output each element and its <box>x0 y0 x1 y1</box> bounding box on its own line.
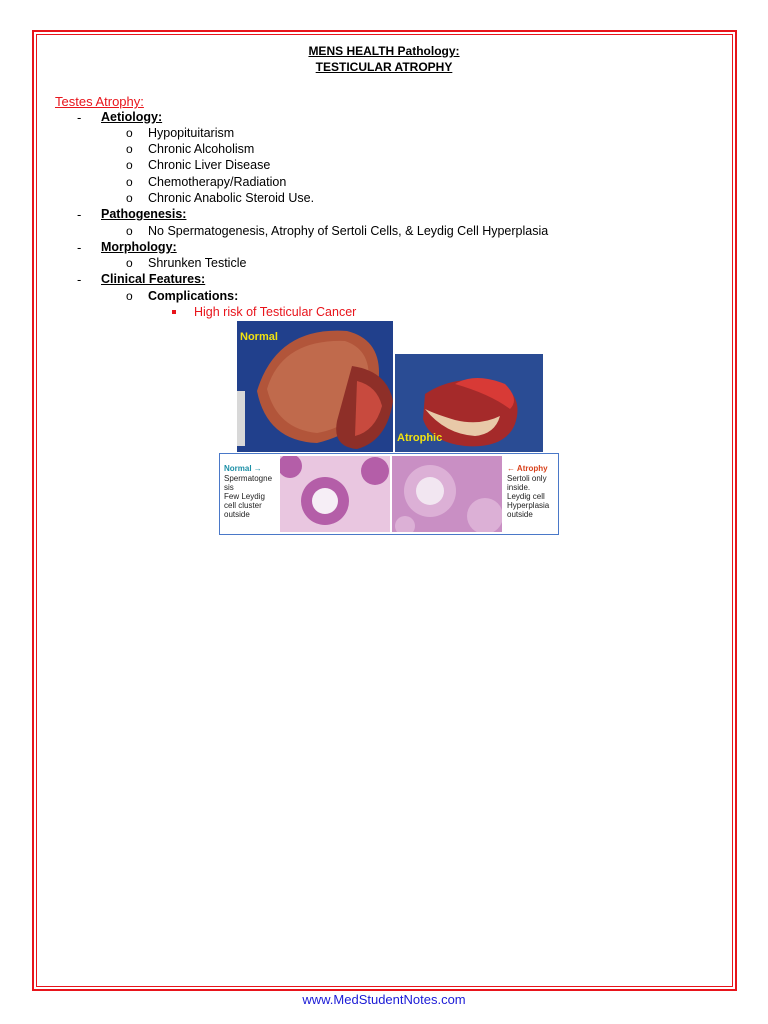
complications-label: Complications: <box>148 289 239 303</box>
micro-normal-line: Spermatogne <box>224 474 273 483</box>
micrograph-image <box>280 456 502 532</box>
circle-bullet-icon: o <box>126 256 133 270</box>
micro-atrophy-line: Hyperplasia <box>507 501 550 510</box>
list-item: Chronic Anabolic Steroid Use. <box>148 191 315 205</box>
page-title: MENS HEALTH Pathology: <box>308 44 460 58</box>
section-title: Testes Atrophy: <box>55 94 144 109</box>
micro-atrophy-line: outside <box>507 510 533 519</box>
list-item: Chronic Alcoholism <box>148 142 255 156</box>
circle-bullet-icon: o <box>126 175 133 189</box>
micro-normal-line: sis <box>224 483 234 492</box>
micro-normal-line: cell cluster <box>224 501 262 510</box>
micro-atrophy-line: inside. <box>507 483 531 492</box>
micro-normal-line: Few Leydig <box>224 492 265 501</box>
micro-atrophy-line: Leydig cell <box>507 492 545 501</box>
list-item: No Spermatogenesis, Atrophy of Sertoli Cells, & Leydig Cell Hyperplasia <box>148 224 549 238</box>
atrophic-label: Atrophic <box>397 432 443 444</box>
list-item: Shrunken Testicle <box>148 256 247 270</box>
square-bullet-icon <box>172 310 176 314</box>
normal-label: Normal <box>240 331 278 343</box>
micro-atrophy-title: ← Atrophy <box>507 464 548 473</box>
micro-normal-line: outside <box>224 510 250 519</box>
list-item: Chronic Liver Disease <box>148 158 271 172</box>
micro-normal-title: Normal → <box>224 464 262 473</box>
circle-bullet-icon: o <box>126 289 133 303</box>
list-item: Hypopituitarism <box>148 126 235 140</box>
page-subtitle: TESTICULAR ATROPHY <box>315 60 453 74</box>
micrograph-panel <box>219 453 559 535</box>
atrophic-testis-photo <box>395 354 543 452</box>
circle-bullet-icon: o <box>126 191 133 205</box>
dash-bullet: - <box>77 110 82 125</box>
circle-bullet-icon: o <box>126 142 133 156</box>
footer-link[interactable]: www.MedStudentNotes.com <box>302 992 466 1007</box>
list-item: Chemotherapy/Radiation <box>148 175 287 189</box>
pathogenesis-heading: Pathogenesis: <box>101 207 187 221</box>
dash-bullet: - <box>77 272 82 287</box>
micro-atrophy-line: Sertoli only <box>507 474 547 483</box>
dash-bullet: - <box>77 207 82 222</box>
circle-bullet-icon: o <box>126 126 133 140</box>
dash-bullet: - <box>77 240 82 255</box>
normal-testis-photo <box>237 321 393 452</box>
circle-bullet-icon: o <box>126 158 133 172</box>
list-item: High risk of Testicular Cancer <box>194 305 357 319</box>
clinical-heading: Clinical Features: <box>101 272 206 286</box>
morphology-heading: Morphology: <box>101 240 177 254</box>
circle-bullet-icon: o <box>126 224 133 238</box>
aetiology-heading: Aetiology: <box>101 110 163 124</box>
